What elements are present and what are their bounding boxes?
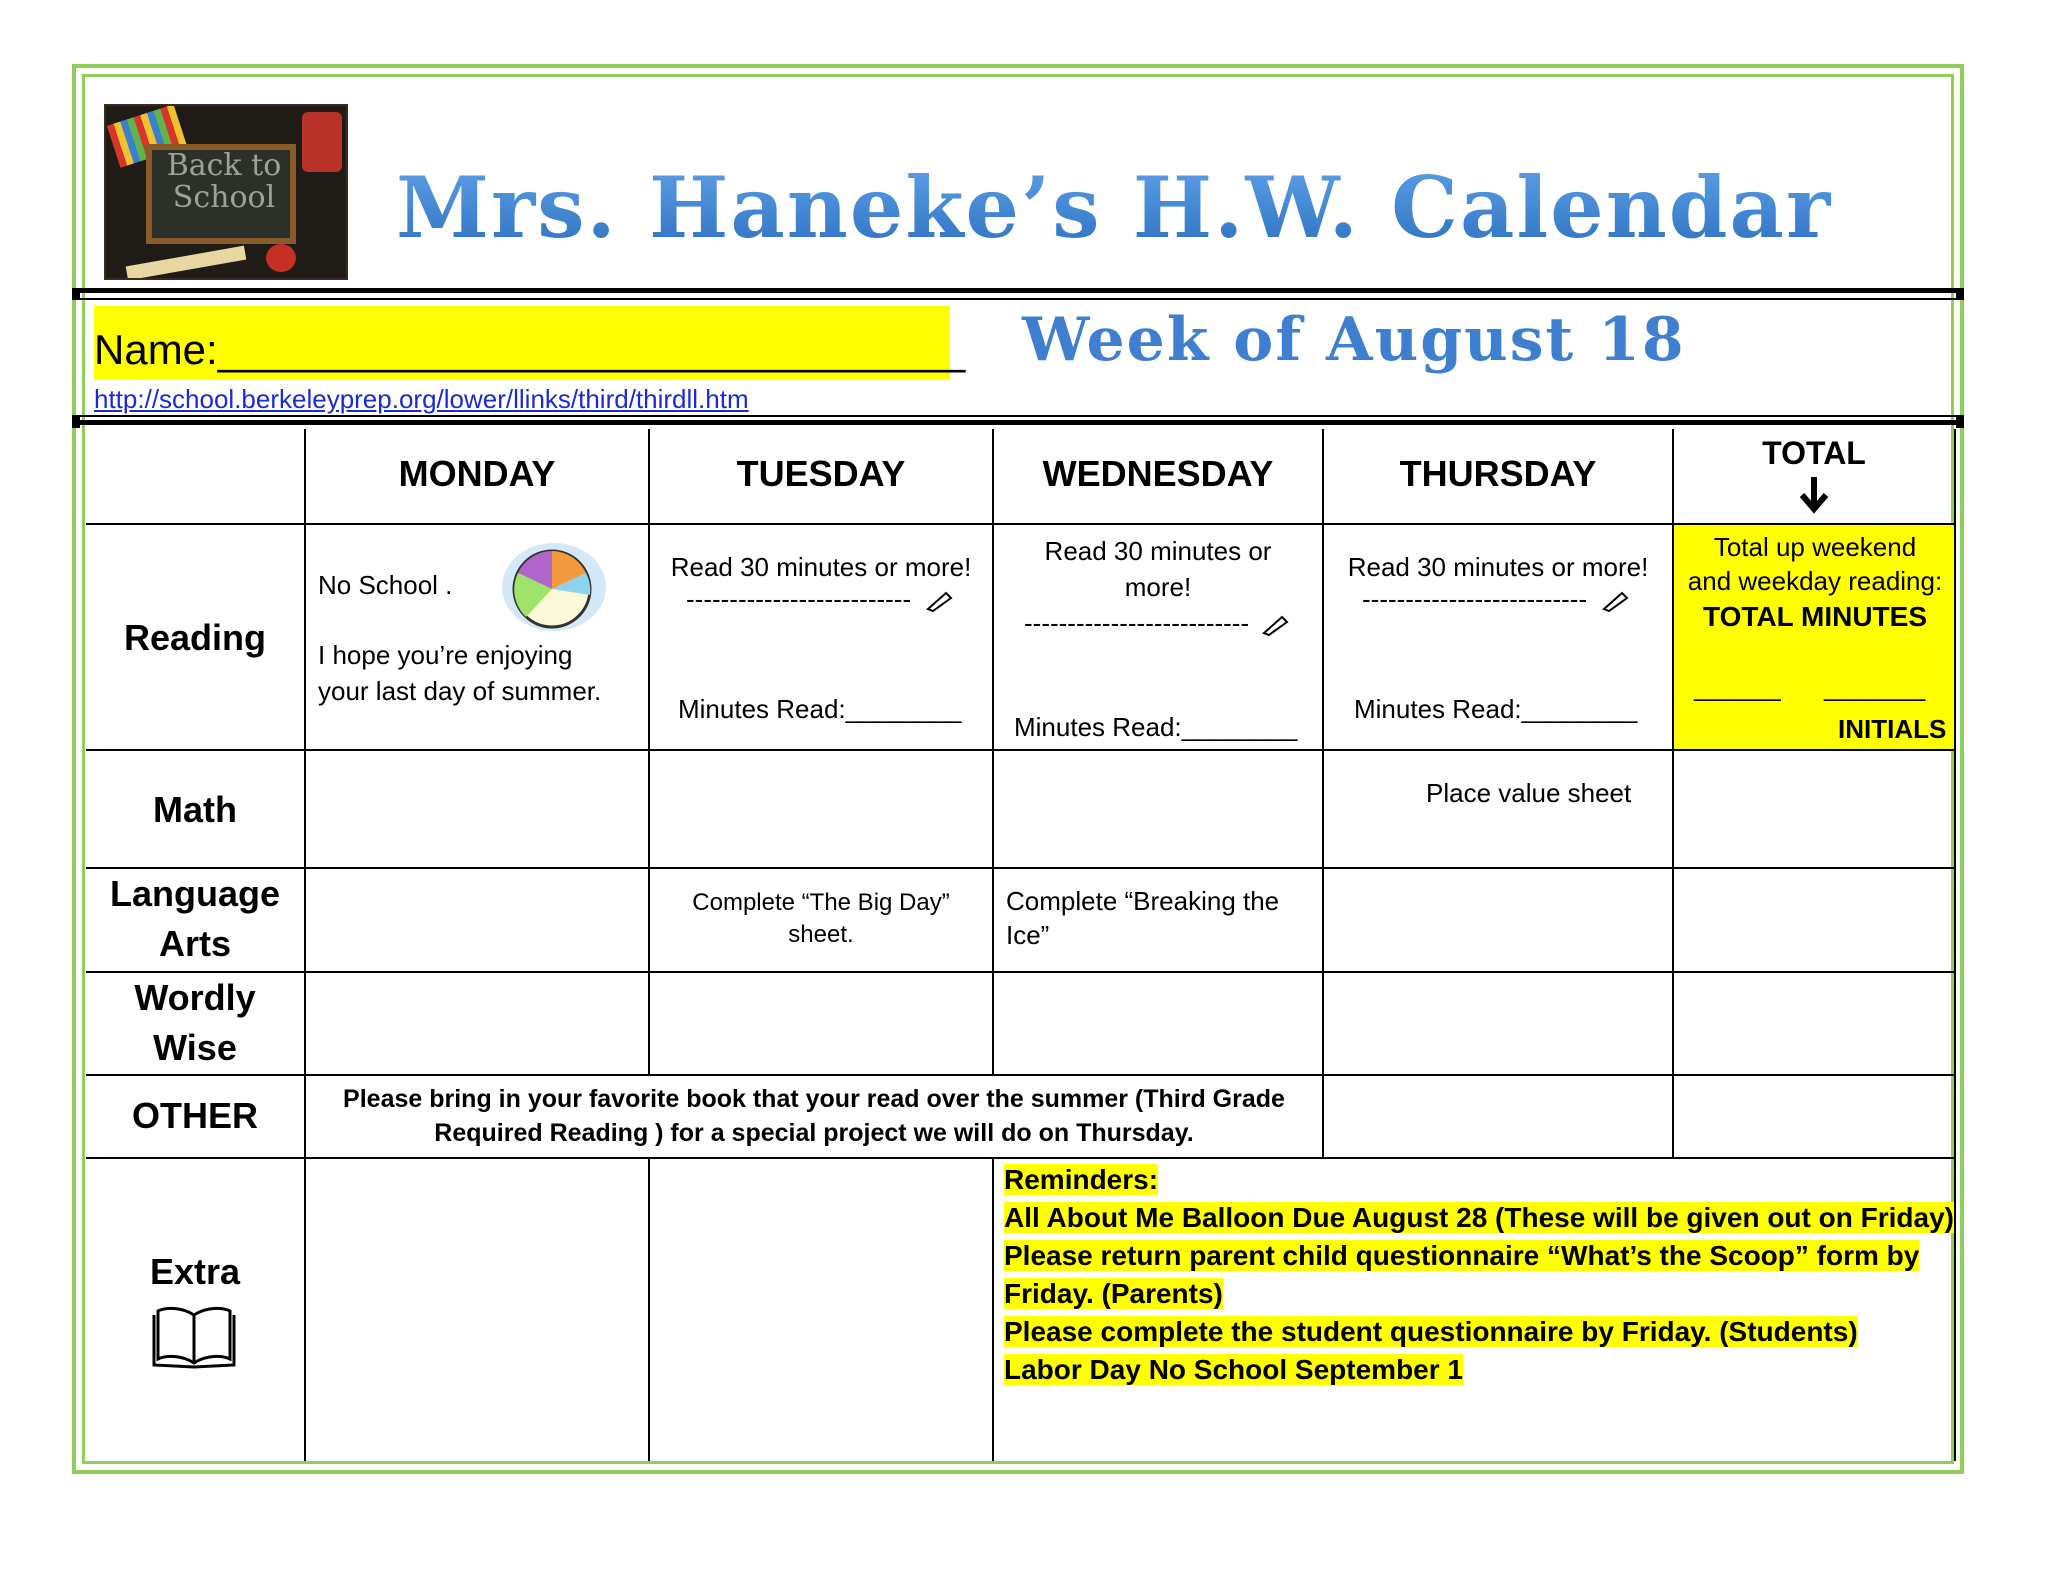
header-wednesday: WEDNESDAY (1042, 453, 1274, 494)
row-line (86, 1157, 1956, 1159)
total-line2: and weekday reading: (1687, 566, 1943, 596)
book-icon (152, 1305, 236, 1369)
row-line (86, 523, 1956, 525)
apple-icon (266, 244, 296, 272)
subject-language-arts-line1: Language (109, 873, 280, 914)
reading-thursday-line1: Read 30 minutes or more! (1347, 552, 1649, 582)
column-line (648, 1157, 650, 1461)
class-link[interactable]: http://school.berkeleyprep.org/lower/llinks/third/thirdll.htm (94, 384, 749, 414)
back-to-school-image (104, 104, 348, 280)
row-line (86, 1074, 1956, 1076)
divider-cap (1956, 288, 1964, 300)
reading-tuesday-line1: Read 30 minutes or more! (670, 552, 972, 582)
other-line1: Please bring in your favorite book that your read over the summer (Third Grade (343, 1085, 1285, 1113)
reminders-heading: Reminders: (1004, 1164, 1159, 1195)
subject-wordly-wise-line1: Wordly (134, 977, 256, 1018)
language-arts-tuesday-line1: Complete “The Big Day” (692, 889, 950, 916)
column-line (992, 1157, 994, 1461)
header-tuesday: TUESDAY (736, 453, 906, 494)
divider-cap (1956, 416, 1964, 428)
page-title: Mrs. Haneke’s H.W. Calendar (396, 158, 1833, 257)
subject-extra: Extra (149, 1251, 241, 1292)
reminders-list (1004, 1161, 1954, 1389)
divider-cap (72, 416, 80, 428)
reading-monday-line3: your last day of summer. (318, 676, 602, 706)
reading-tuesday-dashes: -------------------------- (686, 584, 912, 614)
total-minutes-label: TOTAL MINUTES (1703, 601, 1927, 632)
row-line (86, 971, 1956, 973)
pencil-icon (1600, 589, 1630, 613)
column-line (1322, 429, 1324, 1157)
language-arts-wednesday-line1: Complete “Breaking the (1006, 886, 1280, 916)
column-line (648, 429, 650, 1074)
pencil-icon (1260, 613, 1290, 637)
reminder-item: All About Me Balloon Due August 28 (These will be given out on Friday) (1004, 1202, 1954, 1233)
language-arts-wednesday-line2: Ice” (1006, 920, 1050, 950)
total-minutes-blank[interactable]: ______ (1694, 672, 1781, 702)
reminder-item: Friday. (Parents) (1004, 1278, 1223, 1309)
reminder-item: Please return parent child questionnaire “What’s the Scoop” form by (1004, 1240, 1920, 1271)
arrow-down-icon (1796, 475, 1832, 515)
column-line (304, 429, 306, 1461)
math-thursday: Place value sheet (1426, 778, 1632, 808)
chalkboard-text: Back to School (166, 148, 282, 215)
initials-blank[interactable]: _______ (1824, 672, 1926, 702)
subject-language-arts-line2: Arts (158, 923, 232, 964)
row-line (86, 749, 1956, 751)
pencil-icon (924, 589, 954, 613)
header-total: TOTAL (1762, 435, 1866, 471)
reading-tuesday-minutes[interactable]: Minutes Read:________ (678, 694, 962, 724)
header-monday: MONDAY (398, 453, 556, 494)
other-line2: Required Reading ) for a special project we will do on Thursday. (434, 1119, 1194, 1147)
subject-reading: Reading (123, 617, 266, 658)
subject-math: Math (153, 789, 237, 830)
homework-calendar-table (86, 429, 1956, 1461)
header-thursday: THURSDAY (1399, 453, 1597, 494)
beach-ball-icon (496, 537, 608, 641)
total-line1: Total up weekend (1713, 532, 1917, 562)
ruler-icon (126, 246, 247, 280)
divider (72, 420, 1964, 425)
subject-wordly-wise-line2: Wise (153, 1027, 237, 1068)
subject-other: OTHER (132, 1095, 258, 1136)
column-line (992, 429, 994, 1074)
row-line (86, 867, 1956, 869)
week-of-label: Week of August 18 (1022, 305, 1686, 375)
divider (72, 415, 1964, 417)
reading-wednesday-dashes: -------------------------- (1024, 608, 1250, 638)
reading-wednesday-line1: Read 30 minutes or (1044, 536, 1272, 566)
divider-cap (72, 288, 80, 300)
reading-thursday-dashes: -------------------------- (1362, 584, 1588, 614)
reading-thursday-minutes[interactable]: Minutes Read:________ (1354, 694, 1638, 724)
initials-label: INITIALS (1838, 714, 1947, 744)
reminder-item: Labor Day No School September 1 (1004, 1354, 1463, 1385)
paper-roll-icon (302, 112, 342, 172)
reminder-item: Please complete the student questionnaire by Friday. (Students) (1004, 1316, 1858, 1347)
language-arts-tuesday-line2: sheet. (788, 921, 854, 948)
reading-wednesday-line2: more! (1124, 572, 1192, 602)
reading-wednesday-minutes[interactable]: Minutes Read:________ (1014, 712, 1298, 742)
divider (72, 288, 1964, 293)
name-field[interactable]: Name:________________________________ (94, 326, 966, 373)
reading-monday-line2: I hope you’re enjoying (318, 640, 573, 670)
reading-monday-line1: No School . (318, 570, 453, 600)
